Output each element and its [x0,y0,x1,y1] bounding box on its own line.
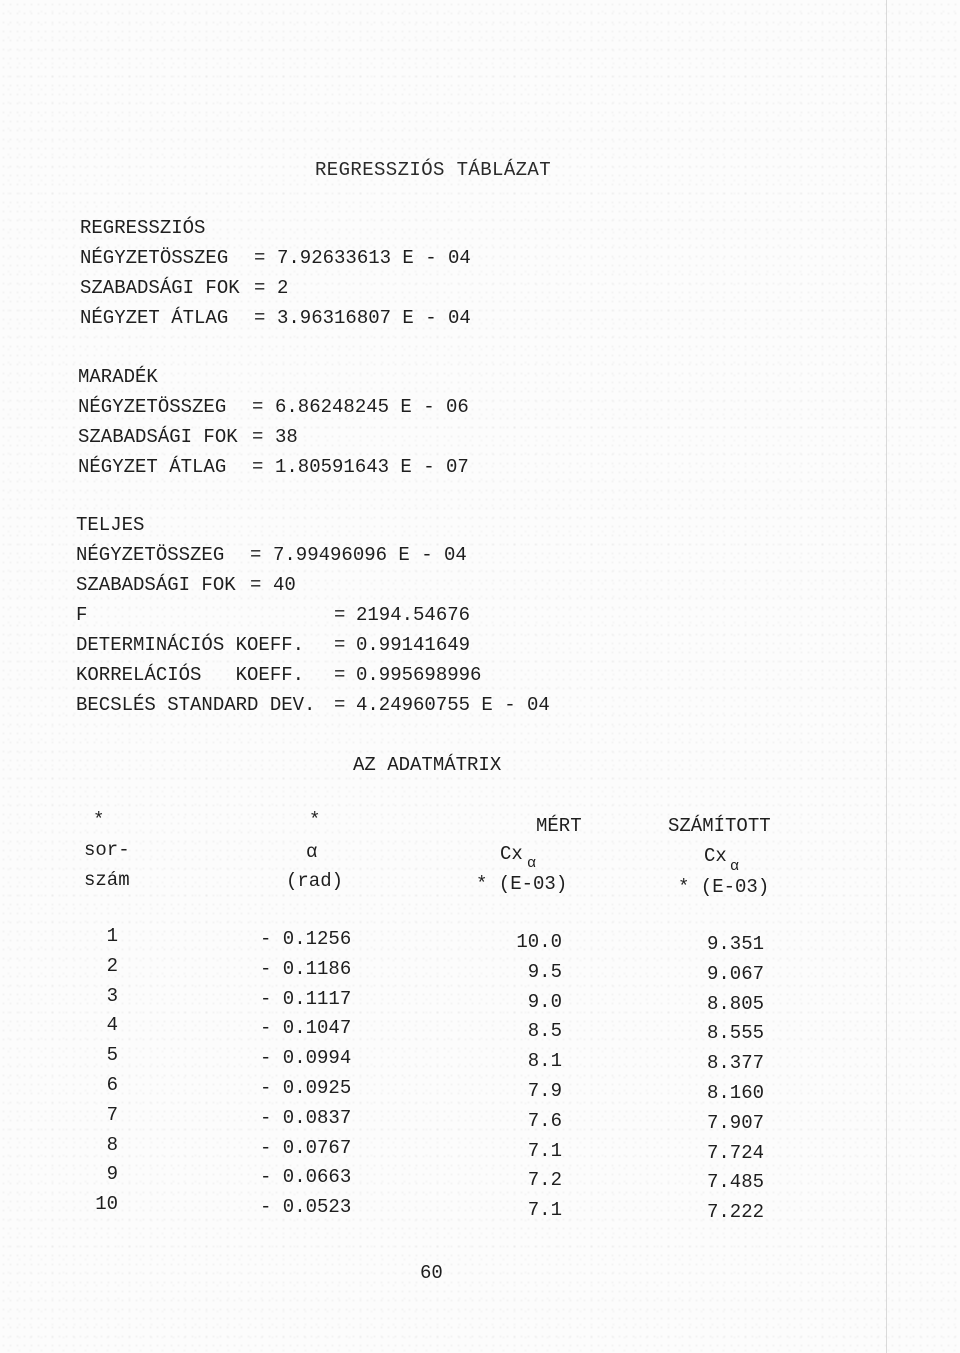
measured-cx-cell: 7.1 [527,1139,562,1162]
computed-cx-cell: 9.351 [706,933,764,955]
table-row [0,1134,960,1166]
computed-cx-cell: 8.377 [706,1052,764,1075]
stat-separator: = [252,456,264,478]
row-number-header-line1: sor- [84,839,130,861]
row-number-cell: 6 [106,1074,118,1096]
stat-label: DETERMINÁCIÓS KOEFF. [76,634,305,656]
stat-separator: = [252,426,264,448]
alpha-cell: - 0.0663 [260,1166,352,1189]
row-number-header-line2: szám [84,869,130,891]
measured-cx-cell: 8.1 [527,1050,562,1073]
computed-cx-cell: 7.222 [706,1201,764,1224]
row-number-cell: 3 [106,984,118,1007]
stat-value: 40 [273,574,296,596]
stat-label: F [76,604,88,626]
stat-value: 6.86248245 E - 06 [275,396,469,418]
row-number-cell: 1 [106,925,118,947]
matrix-title: AZ ADATMÁTRIX [353,754,502,776]
stat-separator: = [254,247,266,269]
table-row [0,1104,960,1136]
alpha-header-symbol: α [306,841,318,863]
stat-value: 4.24960755 E - 04 [356,694,550,716]
alpha-cell: - 0.1256 [260,928,352,950]
alpha-header-mark: * [309,809,321,831]
computed-cx-cell: 7.485 [706,1171,764,1194]
row-number-cell: 9 [106,1163,118,1186]
computed-cx-cell: 7.724 [706,1141,764,1164]
table-row [0,955,960,987]
stat-value: 2 [277,277,289,299]
row-number-cell: 10 [95,1193,118,1216]
measured-cx-cell: 7.6 [527,1109,562,1132]
table-row [0,1044,960,1076]
stat-value: 7.92633613 E - 04 [277,247,471,269]
row-number-cell: 4 [106,1014,118,1037]
page-number: 60 [420,1262,443,1284]
stat-label: NÉGYZETÖSSZEG [76,544,225,566]
measured-header-title: MÉRT [536,815,582,837]
measured-cx-cell: 7.9 [527,1080,562,1102]
table-row [0,925,960,957]
row-number-header-mark: * [93,809,105,831]
alpha-header-unit: (rad) [286,870,344,892]
computed-cx-cell: 8.805 [706,992,764,1015]
stat-label: NÉGYZETÖSSZEG [80,247,229,269]
table-row [0,1014,960,1046]
row-number-cell: 2 [106,954,118,977]
row-number-cell: 7 [106,1103,118,1126]
page-title: REGRESSZIÓS TÁBLÁZAT [315,159,552,181]
alpha-cell: - 0.1117 [260,987,352,1010]
measured-cx-cell: 7.2 [527,1169,562,1192]
measured-header-symbol: Cx [500,843,523,865]
stat-value: 38 [275,426,298,448]
section-heading: TELJES [76,514,145,536]
computed-cx-cell: 8.160 [706,1082,764,1104]
computed-header-title: SZÁMÍTOTT [668,815,771,837]
stat-value: 0.99141649 [356,634,471,656]
stat-separator: = [254,277,266,299]
computed-cx-cell: 7.907 [706,1111,764,1134]
alpha-cell: - 0.0994 [260,1047,352,1070]
stat-value: 7.99496096 E - 04 [273,544,467,566]
computed-header-subscript: α [730,858,740,875]
row-number-cell: 5 [106,1044,118,1067]
measured-header-unit: * (E-03) [476,873,568,895]
stat-separator: = [334,694,346,716]
stat-value: 3.96316807 E - 04 [277,307,471,329]
stat-label: SZABADSÁGI FOK [78,426,238,448]
stat-value: 0.995698996 [356,664,482,686]
stat-value: 2194.54676 [356,604,471,626]
stat-label: BECSLÉS STANDARD DEV. [76,694,316,716]
table-row [0,1074,960,1106]
stat-separator: = [250,544,262,566]
stat-value: 1.80591643 E - 07 [275,456,469,478]
stat-separator: = [250,574,262,596]
section-heading: MARADÉK [78,366,158,388]
table-row [0,1193,960,1225]
computed-cx-cell: 8.555 [706,1022,764,1045]
stat-label: KORRELÁCIÓS KOEFF. [76,664,305,686]
stat-separator: = [334,664,346,686]
row-number-cell: 8 [106,1133,118,1156]
computed-header-unit: * (E-03) [678,876,770,898]
stat-label: NÉGYZET ÁTLAG [80,307,229,329]
computed-header-symbol: Cx [704,845,727,867]
stat-separator: = [334,604,346,626]
alpha-cell: - 0.0767 [260,1136,352,1159]
measured-cx-cell: 9.5 [527,960,562,983]
computed-cx-cell: 9.067 [706,962,764,985]
section-heading: REGRESSZIÓS [80,217,206,239]
alpha-cell: - 0.0837 [260,1106,352,1129]
stat-label: SZABADSÁGI FOK [76,574,236,596]
table-row [0,985,960,1017]
measured-cx-cell: 10.0 [516,931,562,953]
measured-header-subscript: α [527,855,537,872]
stat-label: SZABADSÁGI FOK [80,277,240,299]
stat-separator: = [334,634,346,656]
alpha-cell: - 0.1186 [260,957,352,980]
stat-separator: = [252,396,264,418]
measured-cx-cell: 8.5 [527,1020,562,1043]
alpha-cell: - 0.0925 [260,1077,352,1099]
measured-cx-cell: 9.0 [527,990,562,1013]
alpha-cell: - 0.1047 [260,1017,352,1040]
alpha-cell: - 0.0523 [260,1196,352,1219]
stat-separator: = [254,307,266,329]
stat-label: NÉGYZET ÁTLAG [78,456,227,478]
measured-cx-cell: 7.1 [527,1199,562,1222]
table-row [0,1163,960,1195]
stat-label: NÉGYZETÖSSZEG [78,396,227,418]
